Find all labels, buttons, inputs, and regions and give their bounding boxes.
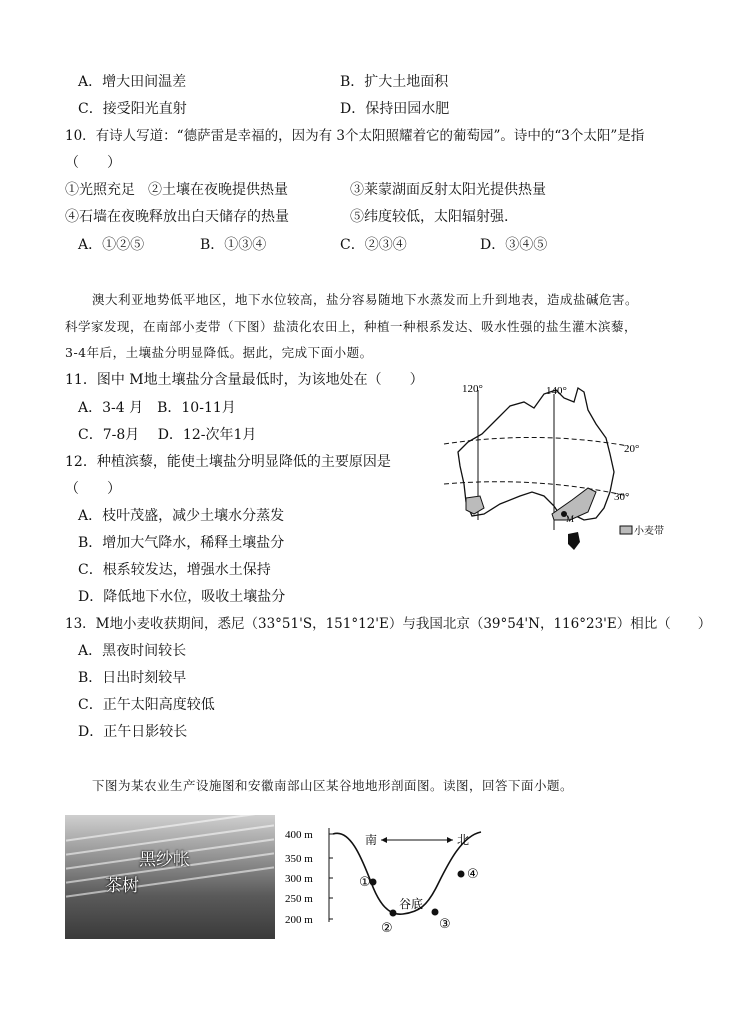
q10-stem: 10．有诗人写道：“德萨雷是幸福的，因为有 3个太阳照耀着它的葡萄园”。诗中的“3个太阳”是指 [65,128,645,144]
q10-answer-paren: （ ） [65,155,121,171]
tea-greenhouse-photo [65,815,275,939]
valley-floor-label: 谷底 [399,897,424,911]
q9-option-c: C．接受阳光直射 [78,101,187,117]
passage1-line2: 科学家发现，在南部小麦带（下图）盐渍化农田上，种植一种根系发达、吸水性强的盐生灌木滨藜， [65,319,638,334]
q10-item-1: ①光照充足 [65,182,135,198]
lon-140-label: 140° [546,385,567,397]
q12-option-a: A．枝叶茂盛，减少土壤水分蒸发 [78,508,285,524]
q10-option-c: C．②③④ [340,237,407,253]
q10-option-a: A．①②⑤ [78,237,145,253]
q12-option-c: C．根系较发达，增强水土保持 [78,562,271,578]
q13-option-c: C．正午太阳高度较低 [78,697,215,713]
lat-30-label: 30° [614,491,630,503]
q11-options-ab: A．3-4 月 B．10-11月 [78,400,236,416]
q9-option-a: A．增大田间温差 [78,74,187,90]
q10-item-2: ②土壤在夜晚提供热量 [148,182,288,198]
lon-120-label: 120° [462,383,483,395]
legend-swatch [620,526,632,534]
legend-label: 小麦带 [634,526,664,537]
q13-option-d: D．正午日影较长 [78,724,188,740]
q11-stem: 11．图中 M地土壤盐分含量最低时，为该地处在（ ） [65,372,424,388]
point-2-label: ② [381,921,393,936]
tick-200: 200 m [285,914,313,926]
black-net-label: 黑纱帐 [139,850,190,870]
q11-options-cd: C．7-8月 D．12-次年1月 [78,427,257,443]
q12-option-b: B．增加大气降水，稀释土壤盐分 [78,535,285,551]
north-label: 北 [457,833,470,847]
australia-wheat-belt-map [438,380,670,558]
q10-item-4: ④石墙在夜晚释放出白天储存的热量 [65,209,289,225]
south-label: 南 [365,833,378,847]
tea-tree-label: 茶树 [105,876,139,896]
point-1-label: ① [359,875,371,890]
q13-option-a: A．黑夜时间较长 [78,643,187,659]
q9-option-d: D．保持田园水肥 [340,101,450,117]
q9-option-b: B．扩大土地面积 [340,74,449,90]
q13-stem: 13．M地小麦收获期间，悉尼（33°51'S，151°12'E）与我国北京（39°54'N，116°23'E）相比（ ） [65,616,712,632]
tick-300: 300 m [285,873,313,885]
q10-option-d: D．③④⑤ [480,237,548,253]
q10-item-5: ⑤纬度较低，太阳辐射强. [350,209,509,225]
lat-20-label: 20° [624,443,640,455]
passage1-line3: 3-4年后，土壤盐分明显降低。据此，完成下面小题。 [65,345,373,360]
q13-option-b: B．日出时刻较早 [78,670,187,686]
tick-400: 400 m [285,829,313,841]
q10-item-3: ③莱蒙湖面反射太阳光提供热量 [350,182,546,198]
valley-cross-section [285,822,505,942]
passage2-line1: 下图为某农业生产设施图和安徽南部山区某谷地地形剖面图。读图，回答下面小题。 [92,778,574,793]
point-4-label: ④ [467,867,479,882]
q12-stem: 12．种植滨藜，能使土壤盐分明显降低的主要原因是 [65,454,391,470]
point-3-label: ③ [439,917,451,932]
q10-option-b: B．①③④ [200,237,267,253]
point-m-label: M [566,514,575,524]
q12-answer-paren: （ ） [65,481,121,497]
q12-option-d: D．降低地下水位，吸收土壤盐分 [78,589,286,605]
tick-250: 250 m [285,893,313,905]
passage1-line1: 澳大利亚地势低平地区，地下水位较高，盐分容易随地下水蒸发而上升到地表，造成盐碱危害。 [92,292,639,307]
tick-350: 350 m [285,853,313,865]
